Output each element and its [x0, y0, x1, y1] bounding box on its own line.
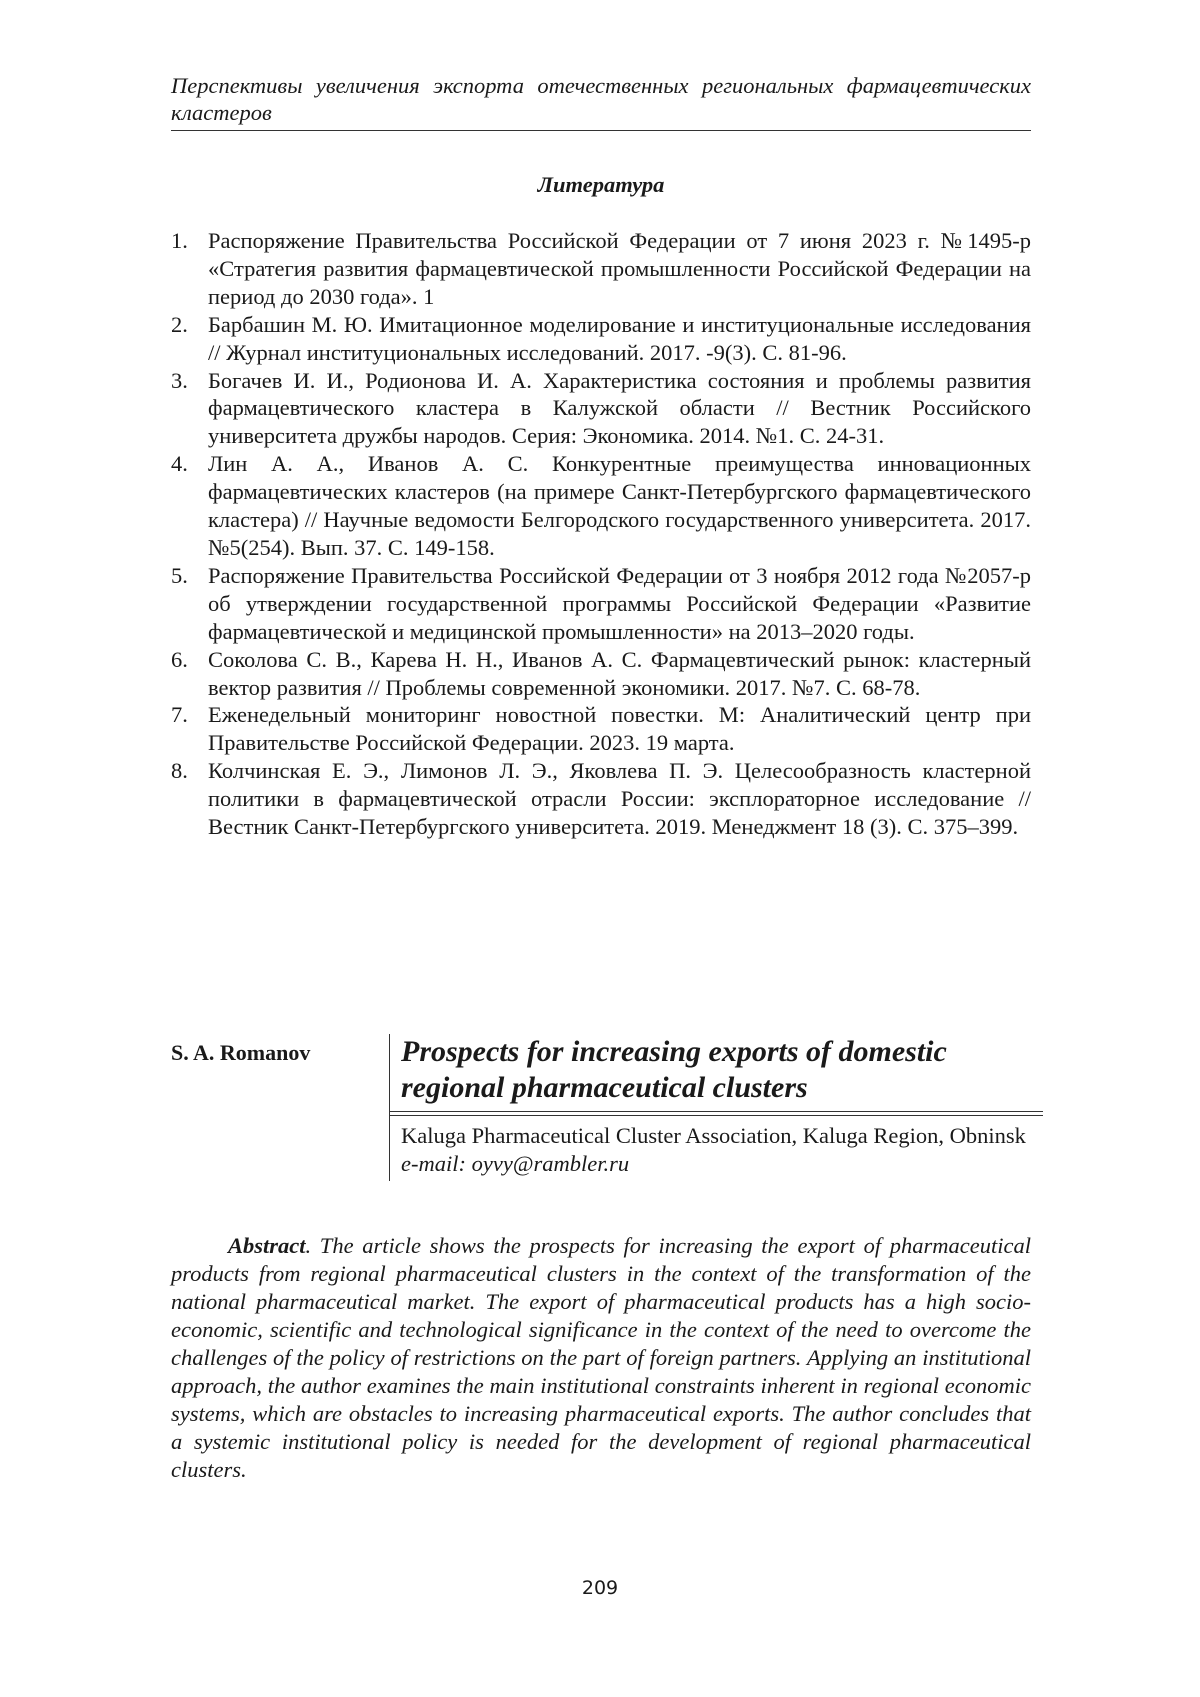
reference-item [171, 367, 1031, 451]
reference-item [171, 562, 1031, 646]
reference-number: 5. [171, 562, 188, 588]
abstract-label: Abstract [228, 1233, 306, 1258]
reference-item [171, 227, 1031, 311]
reference-number: 6. [171, 646, 188, 672]
reference-item [171, 757, 1031, 841]
article-header-block [389, 1034, 1043, 1181]
article-title: Prospects for increasing exports of domestic regional pharmaceutical clusters [390, 1034, 1043, 1112]
article-author: S. A. Romanov [171, 1040, 311, 1065]
reference-text: Еженедельный мониторинг новостной повестки. М: Аналитический центр при Правительстве Российской Федерации. 2023. 19 марта. [208, 702, 1031, 756]
running-header: Перспективы увеличения экспорта отечественных региональных фармацевтических кластеров [171, 72, 1031, 131]
reference-text: Лин А. А., Иванов А. С. Конкурентные преимущества инновационных фармацевтических кластеров (на примере Санкт-Петербургского фармацевтического кластера) // Научные ведомости Белгородского государственного университета. 2017. №5(254). Вып. 37. С. 149-158. [208, 451, 1031, 560]
reference-number: 3. [171, 367, 188, 393]
author-email: e-mail: oyvy@rambler.ru [401, 1150, 630, 1176]
abstract-text: . The article shows the prospects for increasing the export of pharmaceutical products from regional pharmaceutical clusters in the context of the transformation of the national pharmaceutical market. The export of pharmaceutical products has a high socio-economic, scientific and technological significance in the context of the need to overcome the challenges of the policy of restrictions on the part of foreign partners. Applying an institutional approach, the author examines the main institutional constraints inherent in regional economic systems, which are obstacles to increasing pharmaceutical exports. The author concludes that a systemic institutional policy is needed for the development of regional pharmaceutical clusters. [171, 1233, 1031, 1482]
page-number: 209 [581, 1577, 619, 1599]
abstract-paragraph [171, 1232, 1031, 1484]
reference-item [171, 701, 1031, 757]
reference-text: Распоряжение Правительства Российской Федерации от 7 июня 2023 г. №1495-р «Стратегия развития фармацевтической промышленности Российской Федерации на период до 2030 года». 1 [208, 228, 1031, 309]
reference-text: Барбашин М. Ю. Имитационное моделирование и институциональные исследования // Журнал институциональных исследований. 2017. -9(3). С. 81-96. [208, 311, 1031, 365]
reference-number: 8. [171, 758, 188, 784]
reference-text: Богачев И. И., Родионова И. А. Характеристика состояния и проблемы развития фармацевтического кластера в Калужской области // Вестник Российского университета дружбы народов. Серия: Экономика. 2014. №1. С. 24-31. [208, 367, 1031, 449]
reference-number: 2. [171, 311, 188, 337]
reference-number: 4. [171, 451, 188, 477]
reference-text: Соколова С. В., Карева Н. Н., Иванов А. С. Фармацевтический рынок: кластерный вектор развития // Проблемы современной экономики. 2017. №7. С. 68-78. [208, 646, 1031, 700]
author-affiliation: Kaluga Pharmaceutical Cluster Association, Kaluga Region, Obninsk [401, 1123, 1026, 1148]
references-title: Литература [537, 172, 665, 197]
reference-number: 1. [171, 228, 188, 253]
reference-text: Распоряжение Правительства Российской Федерации от 3 ноября 2012 года №2057-р об утверждении государственной программы Российской Федерации «Развитие фармацевтической и медицинской промышленности» на 2013–2020 годы. [208, 562, 1031, 644]
reference-item [171, 311, 1031, 367]
reference-item [171, 646, 1031, 702]
reference-item [171, 450, 1031, 562]
reference-number: 7. [171, 702, 188, 728]
references-list [171, 227, 1031, 841]
reference-text: Колчинская Е. Э., Лимонов Л. Э., Яковлева П. Э. Целесообразность кластерной политики в фармацевтической отрасли России: эксплораторное исследование // Вестник Санкт-Петербургского университета. 2019. Менеджмент 18 (3). С. 375–399. [208, 758, 1031, 840]
